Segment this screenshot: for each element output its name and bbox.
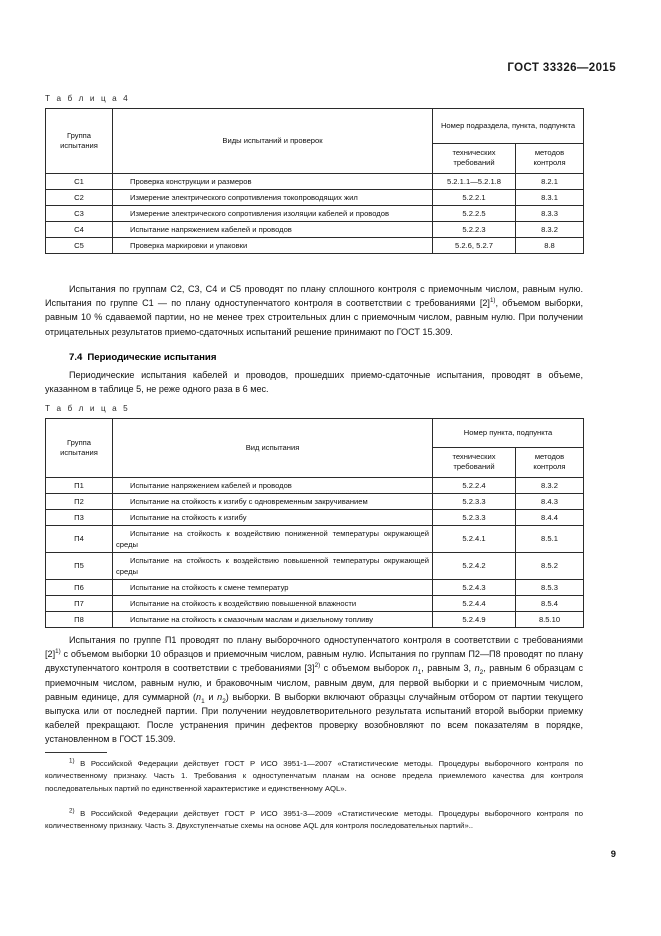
cell-kind: Испытание напряжением кабелей и проводов [113,221,433,237]
table-5-body [46,477,584,627]
table-5-header-tech: технических требований [433,448,516,478]
cell-group: С1 [46,173,113,189]
cell-tech: 5.2.4.4 [433,595,516,611]
cell-kind: Измерение электрического сопротивления изоляции кабелей и проводов [113,205,433,221]
cell-kind: Испытание на стойкость к воздействию пониженной температуры окружающей среды [113,525,433,552]
table-5 [45,418,584,628]
table-row [46,525,584,552]
cell-tech: 5.2.2.5 [433,205,516,221]
cell-group: С3 [46,205,113,221]
cell-group: С5 [46,237,113,253]
cell-kind: Испытание на стойкость к смазочным маслам и дизельному топливу [113,611,433,627]
table-4-header-number-group: Номер подраздела, пункта, подпункта [433,109,584,144]
variable-n2: n [474,663,480,674]
cell-method: 8.2.1 [516,173,584,189]
table-5-head [46,419,584,478]
table-4-header-tech: технических требований [433,144,516,174]
footnote-separator [45,752,107,753]
footnote-1-text: В Российской Федерации действует ГОСТ Р ИСО 3951-1—2007 «Статистические методы. Процедуры выборочного контроля по количественному признаку. Часть 1. Требования к одноступенчатым планам на основе предела приемлемого качества для контроля последовательных партий по единственной характеристике и единственному AQL». [45,759,583,793]
section-heading-7-4 [69,352,216,363]
page-number: 9 [610,848,616,859]
cell-tech: 5.2.3.3 [433,509,516,525]
cell-group: П2 [46,493,113,509]
cell-group: С2 [46,189,113,205]
subscript-3: 1 [201,697,205,705]
cell-method: 8.4.4 [516,509,584,525]
cell-tech: 5.2.6, 5.2.7 [433,237,516,253]
table-row [46,477,584,493]
cell-group: П5 [46,552,113,579]
cell-group: П1 [46,477,113,493]
cell-tech: 5.2.3.3 [433,493,516,509]
section-number: 7.4 [69,352,83,363]
cell-tech: 5.2.4.2 [433,552,516,579]
table-5-caption: Т а б л и ц а 5 [45,404,130,413]
table-row [46,509,584,525]
table-5-header-row-1 [46,419,584,448]
cell-tech: 5.2.4.9 [433,611,516,627]
table-5-header-kind: Вид испытания [113,419,433,478]
cell-kind: Испытание на стойкость к изгибу с одновременным закручиванием [113,493,433,509]
table-4-header-method: методов контроля [516,144,584,174]
cell-method: 8.3.2 [516,221,584,237]
subscript-1: 1 [417,669,422,677]
paragraph-text-part-7: ) выборки. В выборки включают образцы случайным отбором от партии текущего выпуска или от последней партии. При получении неудовлетворительного результата испытаний второй выборки приемку кабелей прекращают. После устранения причин дефектов проверку возобновляют по всем показателям в порядке, установленном в ГОСТ 15.309. [45,691,584,745]
subscript-2: 2 [479,669,484,677]
section-7-4-body: Периодические испытания кабелей и проводов, прошедших приемо-сдаточные испытания, проводят в объеме, указанном в таблице 5, не реже одного раза в 6 мес. [45,370,583,395]
table-row [46,611,584,627]
paragraph-text-part-2: с объемом выборки 10 образцов и приемочным числом, равным нулю. Испытания по группам П2—П8 проводят по плану двухступенчатого контроля в соответствии с требованиями [3] [45,649,583,674]
cell-group: П7 [46,595,113,611]
table-4-header-kind: Виды испытаний и проверок [113,109,433,174]
table-5-header-group: Группа испытания [46,419,113,478]
table-4 [45,108,584,254]
cell-tech: 5.2.2.4 [433,477,516,493]
variable-n3: n [196,691,202,702]
cell-kind: Измерение электрического сопротивления токопроводящих жил [113,189,433,205]
document-standard-header: ГОСТ 33326—2015 [507,62,616,74]
cell-method: 8.3.1 [516,189,584,205]
cell-group: П6 [46,579,113,595]
cell-method: 8.3.3 [516,205,584,221]
subscript-4: 2 [222,697,226,705]
cell-kind: Испытание напряжением кабелей и проводов [113,477,433,493]
footnote-marker-1: 1) [55,648,61,656]
paragraph-text-part-2: , объемом выборки, равным 10 % сдаваемой партии, но не менее трех строительных длин с приемочным числом, равным нулю. При получении отрицательных результатов приемо-сдаточных испытаний решение принимают по ГОСТ 15.309. [45,298,583,337]
table-5-header-number-group: Номер пункта, подпункта [433,419,584,448]
cell-tech: 5.2.4.3 [433,579,516,595]
cell-method: 8.3.2 [516,477,584,493]
cell-group: С4 [46,221,113,237]
footnote-1-marker: 1) [69,757,75,765]
table-5-header-method: методов контроля [516,448,584,478]
paragraph-text-part-3: с объемом выборок [320,663,413,674]
paragraph-after-table-5 [45,633,583,747]
table-4-header-row-1 [46,109,584,144]
cell-group: П4 [46,525,113,552]
cell-tech: 5.2.1.1—5.2.1.8 [433,173,516,189]
cell-kind: Испытание на стойкость к воздействию повышенной влажности [113,595,433,611]
cell-tech: 5.2.2.1 [433,189,516,205]
paragraph-text-part-5: , равным 6 образцам с приемочным числом, равным нулю, и браковочным числом, равным двум, для первой выборки и с приемочным числом, равным единице, для суммарной ( [45,663,583,702]
table-4-body [46,173,584,253]
cell-kind: Проверка конструкции и размеров [113,173,433,189]
table-row [46,579,584,595]
cell-group: П8 [46,611,113,627]
table-row [46,221,584,237]
paragraph-text-part-4: , равным 3, [421,663,475,674]
footnote-1 [45,758,583,795]
paragraph-text-part-6: и [204,691,218,702]
table-4-header-group: Группа испытания [46,109,113,174]
paragraph-text-part-1: Испытания по группе П1 проводят по плану выборочного одноступенчатого контроля в соответствии с требованиями [2] [45,635,583,660]
cell-method: 8.5.1 [516,525,584,552]
cell-method: 8.5.10 [516,611,584,627]
cell-tech: 5.2.2.3 [433,221,516,237]
paragraph-after-table-4 [45,282,583,339]
cell-method: 8.5.2 [516,552,584,579]
footnote-marker-2: 2) [314,662,321,670]
variable-n1: n [412,663,418,674]
table-4-head [46,109,584,174]
paragraph-text-part-1: Испытания по группам С2, С3, С4 и С5 проводят по плану сплошного контроля с приемочным числом, равным нулю. Испытания по группе С1 — по плану одноступенчатого контроля в соответствии с требованиями [2] [45,284,583,309]
cell-method: 8.4.3 [516,493,584,509]
cell-tech: 5.2.4.1 [433,525,516,552]
cell-method: 8.5.3 [516,579,584,595]
table-row [46,552,584,579]
cell-kind: Испытание на стойкость к воздействию повышенной температуры окружающей среды [113,552,433,579]
footnote-2-text: В Российской Федерации действует ГОСТ Р ИСО 3951-3—2009 «Статистические методы. Процедуры выборочного контроля по количественному признаку. Часть 3. Двухступенчатые схемы на основе AQL для контроля последовательных партий».. [45,809,583,831]
table-row [46,237,584,253]
cell-group: П3 [46,509,113,525]
table-row [46,595,584,611]
table-row [46,493,584,509]
footnote-marker-1: 1) [489,297,496,305]
cell-kind: Испытание на стойкость к изгибу [113,509,433,525]
table-row [46,189,584,205]
table-row [46,205,584,221]
footnote-2-marker: 2) [69,807,75,815]
table-row [46,173,584,189]
section-title: Периодические испытания [87,352,217,363]
variable-n4: n [217,691,223,702]
cell-method: 8.5.4 [516,595,584,611]
cell-kind: Проверка маркировки и упаковки [113,237,433,253]
footnote-2 [45,808,583,833]
cell-method: 8.8 [516,237,584,253]
table-4-caption: Т а б л и ц а 4 [45,94,130,103]
cell-kind: Испытание на стойкость к смене температур [113,579,433,595]
